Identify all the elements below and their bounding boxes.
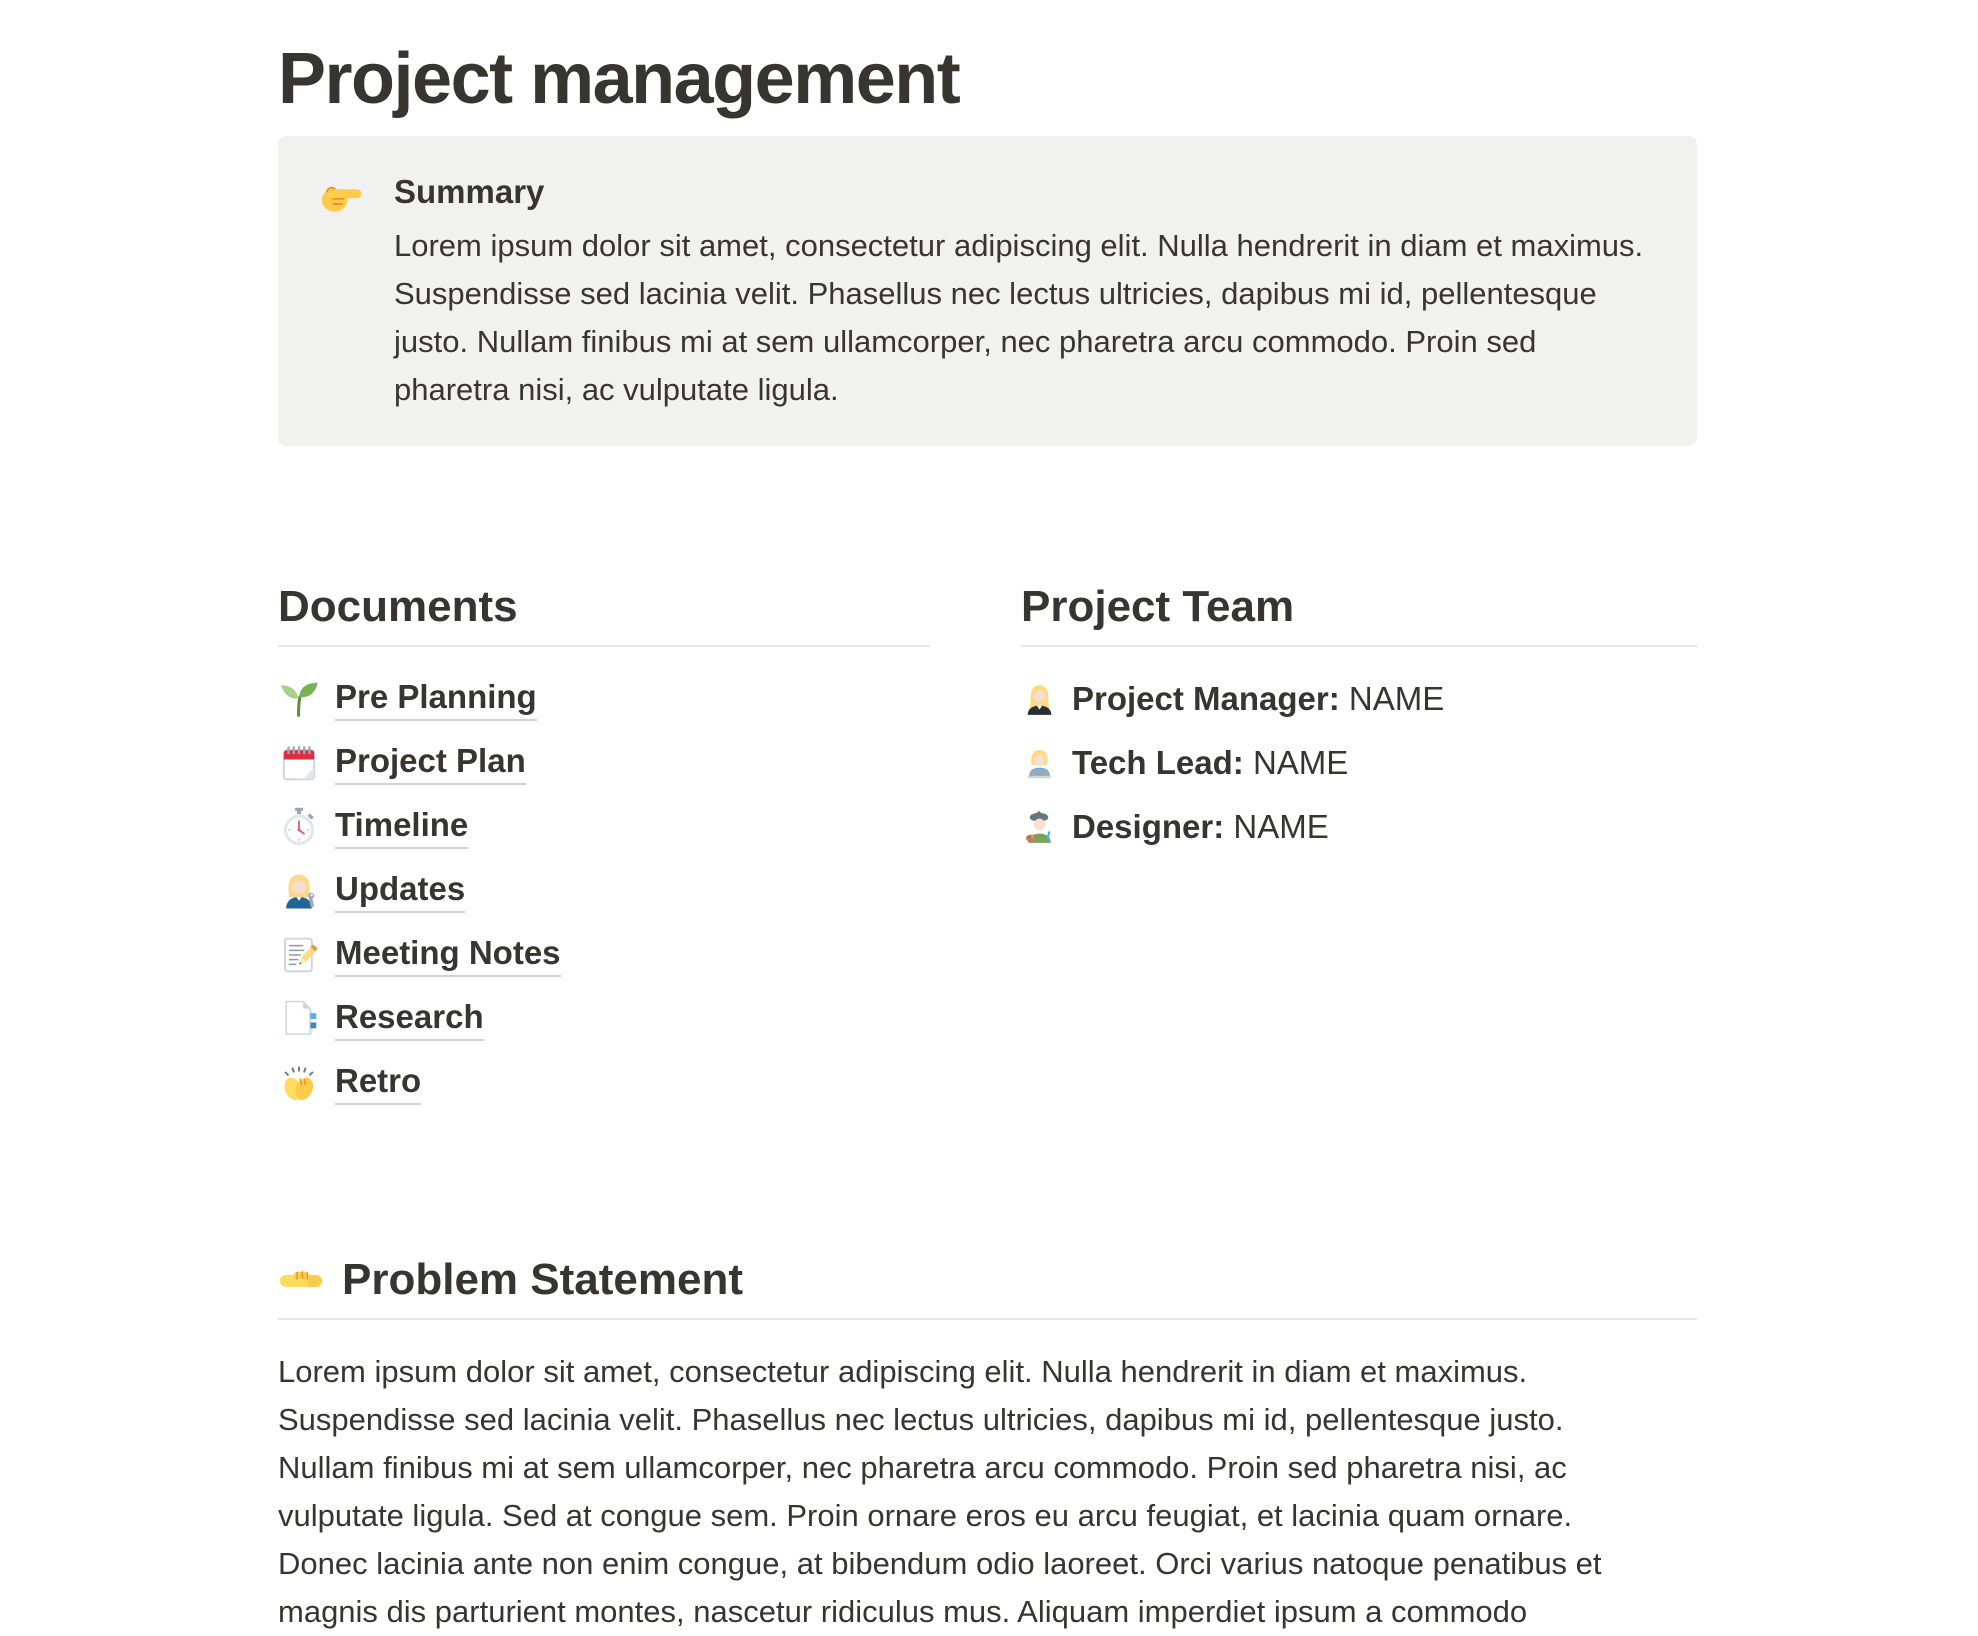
document-link[interactable]: Timeline bbox=[278, 795, 930, 859]
team-member-row: Project Manager: NAME bbox=[1021, 667, 1697, 731]
spiral-calendar-icon bbox=[278, 742, 320, 784]
team-heading: Project Team bbox=[1021, 578, 1697, 647]
technologist-icon bbox=[1021, 745, 1058, 782]
woman-mechanic-icon bbox=[278, 870, 320, 912]
two-column-section bbox=[278, 578, 1697, 1115]
team-member-row: Tech Lead: NAME bbox=[1021, 731, 1697, 795]
document-link[interactable]: Research bbox=[278, 987, 930, 1051]
team-column bbox=[1021, 578, 1697, 1115]
woman-office-worker-icon bbox=[1021, 681, 1058, 718]
seedling-icon bbox=[278, 678, 320, 720]
documents-heading: Documents bbox=[278, 578, 930, 647]
document-link[interactable]: Retro bbox=[278, 1051, 930, 1115]
stopwatch-icon bbox=[278, 806, 320, 848]
bookmark-tabs-icon bbox=[278, 998, 320, 1040]
memo-icon bbox=[278, 934, 320, 976]
document-link[interactable]: Pre Planning bbox=[278, 667, 930, 731]
problem-heading-text: Problem Statement bbox=[342, 1255, 743, 1305]
summary-callout-content bbox=[394, 168, 1654, 414]
clapping-hands-icon bbox=[278, 1062, 320, 1104]
summary-heading: Summary bbox=[394, 173, 545, 210]
document-link[interactable]: Project Plan bbox=[278, 731, 930, 795]
problem-text[interactable]: Lorem ipsum dolor sit amet, consectetur adipiscing elit. Nulla hendrerit in diam et maximus. Suspendisse sed lacinia velit. Phasellus nec lectus ultricies, dapibus mi id, pellentesque justo. Nullam finibus mi at sem ullamcorper, nec pharetra arcu commodo. Proin sed pharetra nisi, ac vulputate ligula. Sed at congue sem. Proin ornare eros eu arcu feugiat, et lacinia quam ornare. Donec lacinia ante non enim congue, at bibendum odio laoreet. Orci varius natoque penatibus et magnis dis parturient montes, nascetur ridiculus mus. Aliquam imperdiet ipsum a commodo bbox=[278, 1354, 1602, 1630]
documents-column bbox=[278, 578, 930, 1115]
problem-heading bbox=[278, 1251, 1697, 1320]
summary-callout[interactable] bbox=[278, 136, 1697, 446]
point-right-icon bbox=[318, 172, 364, 218]
handshake-icon bbox=[278, 1257, 324, 1303]
page-title[interactable]: Project management bbox=[278, 39, 960, 119]
artist-icon bbox=[1021, 809, 1058, 846]
document-link[interactable]: Updates bbox=[278, 859, 930, 923]
documents-list bbox=[278, 667, 930, 1115]
document-link[interactable]: Meeting Notes bbox=[278, 923, 930, 987]
summary-text: Lorem ipsum dolor sit amet, consectetur adipiscing elit. Nulla hendrerit in diam et maximus. Suspendisse sed lacinia velit. Phasellus nec lectus ultricies, dapibus mi id, pellentesque justo. Nullam finibus mi at sem ullamcorper, nec pharetra arcu commodo. Proin sed pharetra nisi, ac vulputate ligula. bbox=[394, 227, 1644, 407]
team-member-row: Designer: NAME bbox=[1021, 795, 1697, 859]
problem-section bbox=[278, 1251, 1697, 1636]
team-list bbox=[1021, 667, 1697, 859]
